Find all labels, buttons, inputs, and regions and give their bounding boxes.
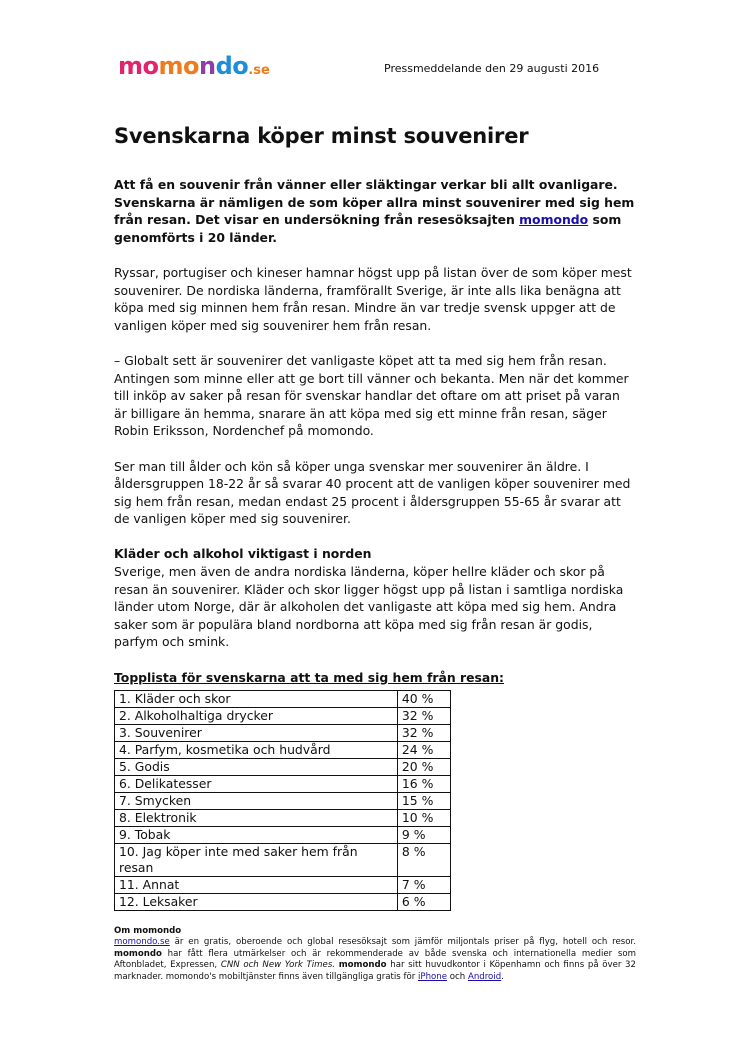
iphone-link[interactable]: iPhone: [418, 971, 448, 982]
table-row: [115, 776, 451, 793]
lead-text-end: som genomförts i 20 länder.: [114, 212, 622, 245]
table-row: [115, 742, 451, 759]
table-row: [115, 894, 451, 911]
logo-part-4: do: [215, 52, 249, 80]
page-title: Svenskarna köper minst souvenirer: [114, 124, 529, 148]
about-italic: CNN och New York Times.: [220, 960, 336, 971]
toplist-item: 3. Souvenirer: [115, 725, 398, 742]
table-row: [115, 793, 451, 810]
about-text-5: .: [501, 971, 504, 982]
momondo-se-link[interactable]: momondo.se: [114, 937, 170, 948]
toplist-percent: 15 %: [397, 793, 450, 810]
toplist-item: 9. Tobak: [115, 827, 398, 844]
about-brand-1: momondo: [114, 948, 162, 959]
toplist-item: 2. Alkoholhaltiga drycker: [115, 708, 398, 725]
table-row: [115, 810, 451, 827]
android-link[interactable]: Android: [467, 971, 502, 982]
press-release-date: Pressmeddelande den 29 augusti 2016: [384, 62, 600, 75]
paragraph-3: Ser man till ålder och kön så köper unga svenskar mer souvenirer än äldre. I åldersgruppen 18-22 år så svarar 40 procent att de vanligen köper souvenirer med sig hem från resan, medan endast 25 procent i åldersgruppen 55-65 år svarar att de vanligen köper med sig souvenirer.: [114, 458, 631, 527]
toplist-item: 11. Annat: [115, 877, 398, 894]
toplist-item: 1. Kläder och skor: [115, 691, 398, 708]
toplist-item: 5. Godis: [115, 759, 398, 776]
logo-part-3: n: [199, 52, 216, 80]
about-text-4: och: [447, 971, 468, 982]
logo-part-2: mo: [158, 52, 199, 80]
table-row: [115, 877, 451, 894]
section-heading: Kläder och alkohol viktigast i norden: [114, 546, 372, 562]
table-row: [115, 691, 451, 708]
toplist-percent: 40 %: [397, 691, 450, 708]
lead-text-start: Att få en souvenir från vänner eller släktingar verkar bli allt ovanligare. Svenskarna är nämligen de som köper allra minst souvenirer med sig hem från resan. Det visar en undersökning från resesöksajten: [114, 177, 635, 228]
toplist-item: 6. Delikatesser: [115, 776, 398, 793]
toplist-percent: 24 %: [397, 742, 450, 759]
table-row: [115, 827, 451, 844]
toplist-heading: Topplista för svenskarna att ta med sig hem från resan:: [114, 669, 505, 685]
about-text-3: har sitt huvudkontor i Köpenhamn och finns på över 32 marknader. momondo's mobiltjänster finns även tillgängliga gratis för: [114, 960, 636, 982]
about-text: [114, 937, 636, 983]
about-section: [114, 926, 636, 983]
logo-tld: .se: [248, 63, 270, 78]
toplist-percent: 8 %: [397, 844, 450, 877]
about-text-2: har fått flera utmärkelser och är rekommenderade av både svenska och internationella medier som Aftonbladet, Expressen,: [114, 948, 636, 971]
toplist-item: 4. Parfym, kosmetika och hudvård: [115, 742, 398, 759]
toplist-percent: 9 %: [397, 827, 450, 844]
momondo-link[interactable]: momondo: [519, 212, 589, 228]
logo-part-1: mo: [118, 52, 159, 80]
paragraph-1: Ryssar, portugiser och kineser hamnar högst upp på listan över de som köper mest souvenirer. De nordiska länderna, framförallt Sverige, är inte alls lika benägna att köpa med sig minnen hem från resan. Mindre än var tredje svensk uppger att de vanligen köper med sig souvenirer hem från resan.: [114, 264, 632, 333]
toplist-item: 10. Jag köper inte med saker hem från resan: [115, 844, 398, 877]
toplist-item: 8. Elektronik: [115, 810, 398, 827]
table-row: [115, 759, 451, 776]
toplist-percent: 10 %: [397, 810, 450, 827]
section-paragraph: Sverige, men även de andra nordiska länderna, köper hellre kläder och skor på resan än souvenirer. Kläder och skor ligger högst upp på listan i samtliga nordiska länder utom Norge, där är alkoholen det vanligaste att köpa med sig hem. Andra saker som är populära bland nordborna att köpa med sig från resan är godis, parfym och smink.: [114, 564, 624, 650]
toplist-percent: 7 %: [397, 877, 450, 894]
toplist-percent: 16 %: [397, 776, 450, 793]
toplist-item: 7. Smycken: [115, 793, 398, 810]
momondo-logo: [118, 52, 270, 85]
about-title: Om momondo: [114, 926, 182, 936]
toplist-percent: 6 %: [397, 894, 450, 911]
paragraph-2: – Globalt sett är souvenirer det vanligaste köpet att ta med sig hem från resan. Antingen som minne eller att ge bort till vänner och bekanta. Men när det kommer till inköp av saker på resan för svenskar handlar det oftare om att priset på varan är billigare än hemma, snarare än att köpa med sig ett minne från resan, säger Robin Eriksson, Nordenchef på momondo.: [114, 352, 629, 439]
toplist-table: [114, 690, 451, 911]
article-body: [114, 176, 636, 911]
table-row: [115, 844, 451, 877]
toplist-percent: 32 %: [397, 725, 450, 742]
about-brand-2: momondo: [338, 960, 387, 971]
table-row: [115, 708, 451, 725]
lead-paragraph: [114, 176, 636, 246]
about-text-1: är en gratis, oberoende och global resesöksajt som jämför miljontals priser på flyg, hotell och resor.: [169, 937, 636, 948]
toplist-percent: 32 %: [397, 708, 450, 725]
toplist-percent: 20 %: [397, 759, 450, 776]
table-row: [115, 725, 451, 742]
toplist-item: 12. Leksaker: [115, 894, 398, 911]
